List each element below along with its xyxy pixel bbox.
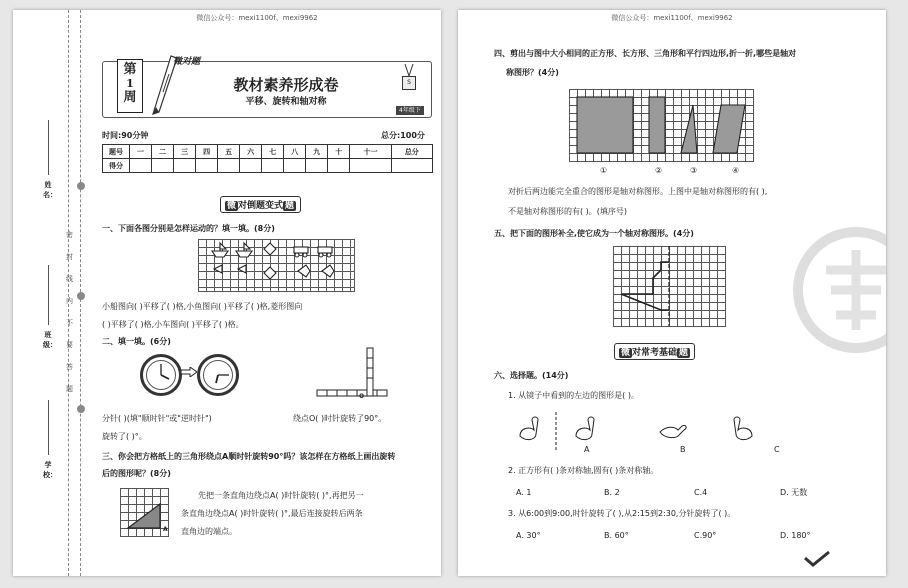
q2-line2: 旋转了( )°。 — [102, 432, 147, 441]
score-cell: 二 — [152, 145, 174, 159]
total-label: 总分:100分 — [381, 131, 425, 140]
q3-title: 三、你会把方格纸上的三角形绕点A顺时针旋转90°吗？该怎样在方格纸上画出旋转 — [102, 452, 396, 461]
q2-point-label: O — [359, 393, 365, 400]
triangle-shape — [681, 105, 697, 153]
clock-before — [140, 354, 182, 396]
banner-subtitle: 平移、旋转和轴对称 — [245, 97, 327, 107]
q4-line2: 不是轴对称图形的有( )。(填序号) — [508, 207, 628, 216]
section-heading: 微 对常考基础 题 — [614, 343, 695, 360]
goose-option-a-icon — [576, 417, 594, 440]
score-input[interactable] — [196, 159, 218, 173]
score-cell: 六 — [240, 145, 262, 159]
goose-icon — [520, 417, 538, 440]
checkmark-icon — [803, 550, 831, 568]
s3-opt-b[interactable]: B. 60° — [604, 531, 629, 540]
score-header-row — [103, 145, 433, 159]
right-page — [458, 10, 886, 576]
grade-tag: 4年级下 — [396, 106, 424, 115]
s2-opt-d[interactable]: D. 无数 — [780, 488, 808, 497]
clock-hands-icon — [200, 357, 236, 393]
week-box: 第 1 周 — [117, 59, 143, 113]
score-cell: 七 — [262, 145, 284, 159]
q4-title2: 称图形？(4分) — [506, 68, 559, 77]
shape-label-4: ④ — [732, 166, 740, 175]
s2-opt-a[interactable]: A. 1 — [516, 488, 532, 497]
q6-goose-figures — [516, 412, 816, 452]
shape-label-2: ② — [655, 166, 663, 175]
class-label: 班级： — [43, 331, 57, 349]
q5-figure — [613, 246, 726, 327]
score-input[interactable] — [284, 159, 306, 173]
diamond-icon — [214, 265, 222, 273]
s1-opt-c[interactable]: C — [774, 445, 780, 454]
q6-title: 六、选择题。(14分) — [494, 371, 569, 380]
score-input[interactable] — [130, 159, 152, 173]
s2-opt-c[interactable]: C.4 — [694, 488, 708, 497]
s1-opt-a[interactable]: A — [584, 445, 590, 454]
score-input[interactable] — [328, 159, 350, 173]
q1-title: 一、下面各图分别是怎样运动的？填一填。(8分) — [102, 224, 275, 233]
q1-figures — [198, 239, 355, 292]
seal-text: 密 封 线 内 不 要 答 题 — [66, 231, 73, 393]
q1-line1: 小船图向( )平移了( )格,小鱼图向( )平移了( )格,菱形图向 — [102, 302, 303, 311]
score-cell: 四 — [196, 145, 218, 159]
score-row-label: 得分 — [103, 159, 130, 173]
s2-opt-b[interactable]: B. 2 — [604, 488, 620, 497]
s3-opt-a[interactable]: A. 30° — [516, 531, 541, 540]
q4-title: 四、剪出与图中大小相同的正方形、长方形、三角形和平行四边形,折一折,哪些是轴对 — [494, 49, 797, 58]
score-input[interactable] — [152, 159, 174, 173]
q3-triangle — [120, 488, 169, 537]
shape-label-1: ① — [600, 166, 608, 175]
q3-title2: 后的图形呢？(8分) — [102, 469, 171, 478]
score-cell: 五 — [218, 145, 240, 159]
score-input[interactable] — [174, 159, 196, 173]
score-input[interactable] — [240, 159, 262, 173]
score-input[interactable] — [262, 159, 284, 173]
s3-opt-d[interactable]: D. 180° — [780, 531, 811, 540]
q2-title: 二、填一填。(6分) — [102, 337, 171, 346]
badge-string-icon — [403, 64, 415, 76]
score-table — [102, 144, 433, 173]
badge-icon: S — [402, 76, 416, 90]
q3-point-label: A — [163, 526, 168, 533]
score-cell: 一 — [130, 145, 152, 159]
rectangle-shape — [649, 97, 665, 153]
q3-line3: 直角边的端点。 — [181, 527, 237, 536]
square-shape — [577, 97, 633, 153]
clock-after — [197, 354, 239, 396]
score-cell: 三 — [174, 145, 196, 159]
score-cell: 总分 — [391, 145, 432, 159]
boat-icon — [212, 251, 228, 257]
score-input[interactable] — [218, 159, 240, 173]
section-heading: 微 对倒题变式 题 — [220, 196, 301, 213]
q2-line1a: 分针( )(填"顺时针"或"逆时针") — [102, 414, 212, 423]
score-cell: 十 — [328, 145, 350, 159]
goose-option-b-icon — [660, 425, 686, 437]
header-wechat: 微信公众号：mexi1100f、mexi9962 — [196, 14, 318, 22]
brand-logo: 微对题 — [173, 57, 201, 67]
rotating-bar-figure — [313, 346, 391, 404]
score-input[interactable] — [391, 159, 432, 173]
shape-label-3: ③ — [690, 166, 698, 175]
q6-s3: 3. 从6:00到9:00,时针旋转了( ),从2:15到2:30,分针旋转了( )。 — [508, 509, 736, 518]
q3-line1: 先把一条直角边绕点A( )时针旋转( )°,再把另一 — [198, 491, 364, 500]
q1-line2: ( )平移了( )格,小车图向( )平移了( )格。 — [102, 320, 244, 329]
score-input[interactable] — [306, 159, 328, 173]
goose-option-c-icon — [734, 417, 752, 440]
binding-hole — [77, 182, 85, 190]
school-label: 学校： — [43, 461, 57, 479]
q6-s1: 1. 从镜子中看到的左边的图形是( )。 — [508, 391, 639, 400]
score-cell: 八 — [284, 145, 306, 159]
binding-hole — [77, 292, 85, 300]
class-field[interactable] — [48, 265, 49, 325]
s3-opt-c[interactable]: C.90° — [694, 531, 717, 540]
parallelogram-shape — [713, 105, 745, 153]
score-cell: 十一 — [350, 145, 391, 159]
binding-hole — [77, 405, 85, 413]
q3-line2: 条直角边绕点A( )时针旋转( )°,最后连接旋转后两条 — [181, 509, 363, 518]
score-cell: 九 — [306, 145, 328, 159]
name-label: 姓名： — [43, 181, 57, 199]
q4-shapes — [569, 89, 754, 162]
arrow-right-icon — [181, 367, 197, 377]
school-field[interactable] — [48, 400, 49, 455]
q6-s2: 2. 正方形有( )条对称轴,圆有( )条对称轴。 — [508, 466, 659, 475]
score-input-row — [103, 159, 433, 173]
time-label: 时间:90分钟 — [102, 131, 149, 140]
clock-hands-icon — [143, 357, 179, 393]
boat-shifted-icon — [236, 251, 252, 257]
q4-line1: 对折后两边能完全重合的图形是轴对称图形。上图中是轴对称图形的有( ), — [508, 187, 768, 196]
q5-title: 五、把下面的图形补全,使它成为一个轴对称图形。(4分) — [494, 229, 694, 238]
fish-icon — [298, 265, 310, 277]
rhombus-icon — [264, 243, 276, 255]
s1-opt-b[interactable]: B — [680, 445, 686, 454]
score-cell: 题号 — [103, 145, 130, 159]
score-input[interactable] — [350, 159, 391, 173]
banner-title: 教材素养形成卷 — [233, 76, 339, 94]
car-icon — [294, 247, 308, 253]
q2-line1b: 绕点O( )时针旋转了90°。 — [293, 414, 387, 423]
name-field[interactable] — [48, 120, 49, 175]
left-page — [13, 10, 441, 576]
header-wechat: 微信公众号：mexi1100f、mexi9962 — [611, 14, 733, 22]
seal-watermark-icon — [786, 220, 886, 360]
